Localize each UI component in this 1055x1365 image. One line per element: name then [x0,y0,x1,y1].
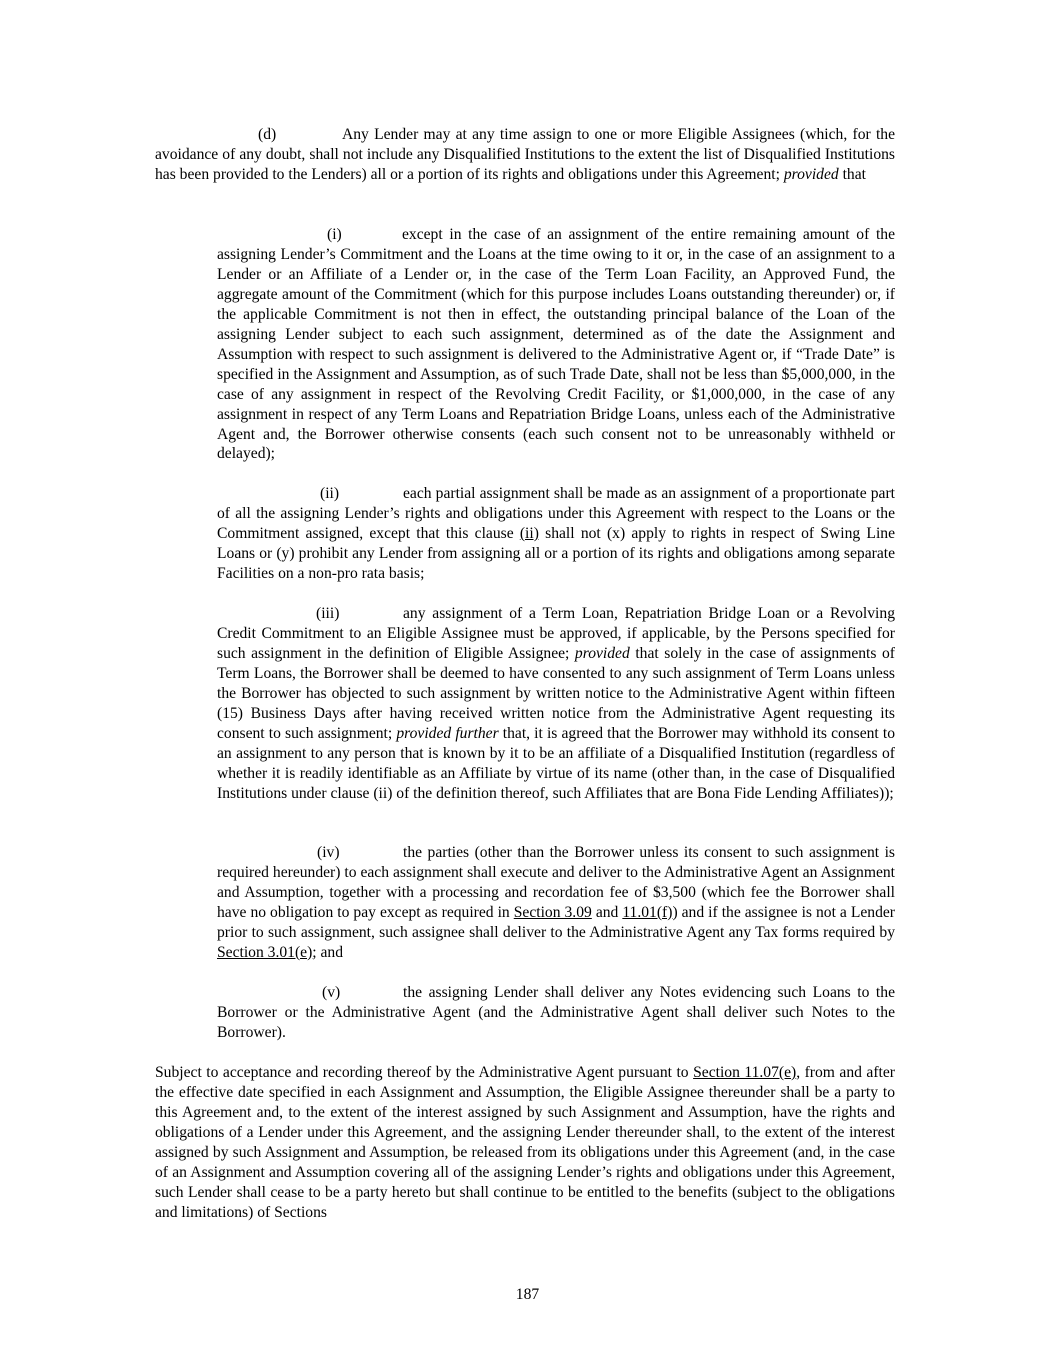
clause-iv-label: (iv) [317,844,340,861]
closing-text-1: Subject to acceptance and recording thereof by the Administrative Agent pursuant to [155,1064,694,1081]
clause-iii-text-2: that solely in the case of assignments of Term Loans, the Borrower shall be deemed to have consented to any such assignment of Term Loans unless the Borrower has objected to such assignment by written notice to the Administrative Agent within fifteen (15) Business Days after having received written notice from the Administrative Agent requesting its consent to such assignment; [217,644,895,742]
clause-ii [217,484,895,584]
clause-ii-text-1: each partial assignment shall be made as an assignment of a proportionate part of all the assigning Lender’s rights and obligations under this Agreement with respect to the Loans or the Commitment assigned, except that this clause [217,485,895,542]
clause-i [217,225,895,464]
section-d-provided: provided [783,165,839,183]
clause-i-text: except in the case of an assignment of the entire remaining amount of the assigning Lender’s Commitment and the Loans at the time owing to it or, in the case of an assignment to a Lender or an Affiliate of a Lender or, in the case of the Term Loan Facility, an Approved Fund, the aggregate amount of the Commitment (which for this purpose includes Loans outstanding thereunder) or, if the applicable Commitment is not then in effect, the outstanding principal balance of the Loan of the assigning Lender subject to each such assignment, determined as of the date the Assignment and Assumption with respect to such assignment is delivered to the Administrative Agent or, if “Trade Date” is specified in the Assignment and Assumption, as of such Trade Date, shall not be less than $5,000,000, in the case of any assignment in respect of the Revolving Credit Facility, or $1,000,000, in the case of any assignment in respect of any Term Loans and Repatriation Bridge Loans, unless each of the Administrative Agent and, the Borrower otherwise consents (each such consent not to be unreasonably withheld or delayed); [217,226,895,463]
closing-text-2: , from and after the effective date specified in each Assignment and Assumption, the Eligible Assignee thereunder shall be a party to this Agreement and, to the extent of the interest assigned by such Assignment and Assumption, have the rights and obligations of a Lender under this Agreement, and the assigning Lender thereunder shall, to the extent of the interest assigned by such Assignment and Assumption, be released from its obligations under this Agreement (and, in the case of an Assignment and Assumption covering all of the assigning Lender’s rights and obligations under this Agreement, such Lender shall cease to be a party hereto but shall continue to be entitled to the benefits (subject to the obligations and limitations) of Sections [155,1064,895,1221]
clause-ii-label: (ii) [320,485,340,502]
section-11-01f-link[interactable]: 11.01(f) [622,903,673,921]
clause-i-label: (i) [327,226,342,243]
section-d-text-2: that [838,165,866,183]
clause-iv [217,843,895,963]
clause-ii-ref-link[interactable]: (ii) [519,524,539,542]
section-d-text-1: Any Lender may at any time assign to one or more Eligible Assignees (which, for the avoidance of any doubt, shall not include any Disqualified Institutions to the extent the list of Disqualified Institutions has been provided to the Lenders) all or a portion of its rights and obligations under this Agreement; [155,126,895,183]
clause-v-label: (v) [322,984,341,1001]
clause-iii [217,604,895,804]
clause-ii-text-2: shall not (x) apply to rights in respect of Swing Line Loans or (y) prohibit any Lender from assigning all or a portion of its rights and obligations among separate Facilities on a non-pro rata basis; [217,524,895,582]
closing-paragraph [155,1063,895,1223]
clause-iv-text-3: ) and if the assignee is not a Lender prior to such assignment, such assignee shall deliver to the Administrative Agent any Tax forms required by [217,903,896,941]
clause-iii-text-1: any assignment of a Term Loan, Repatriation Bridge Loan or a Revolving Credit Commitment to an Eligible Assignee must be approved, if applicable, by the Persons specified for such assignment in the definition of Eligible Assignee; [217,605,895,662]
clause-iv-text-2: and [591,903,623,921]
clause-iii-provided-further: provided further [396,724,499,742]
clause-iv-text-1: the parties (other than the Borrower unless its consent to such assignment is required hereunder) to each assignment shall execute and deliver to the Administrative Agent an Assignment and Assumption, together with a processing and recordation fee of $3,500 (which fee the Borrower shall have no obligation to pay except as required in [217,844,895,921]
clause-iii-label: (iii) [316,605,340,622]
clause-iii-text-3: that, it is agreed that the Borrower may withhold its consent to an assignment to any person that is known by it to be an affiliate of a Disqualified Institution (regardless of whether it is readily identifiable as an Affiliate by virtue of its name (other than, in the case of Disqualified Institutions under clause (ii) of the definition thereof, such Affiliates that are Bona Fide Lending Affiliates)); [217,724,895,802]
clause-v-text: the assigning Lender shall deliver any Notes evidencing such Loans to the Borrower or the Administrative Agent (and the Administrative Agent shall deliver such Notes to the Borrower). [217,984,895,1041]
clause-v [217,983,895,1043]
section-d-label: (d) [258,126,277,143]
section-3-01e-link[interactable]: Section 3.01(e) [217,943,313,961]
section-3-09-link[interactable]: Section 3.09 [513,903,592,921]
clause-iii-provided: provided [574,644,630,662]
section-11-07e-link[interactable]: Section 11.07(e) [693,1064,797,1081]
paragraph-d [155,125,895,185]
page-number: 187 [515,1286,540,1303]
clause-iv-text-4: ; and [312,943,344,961]
